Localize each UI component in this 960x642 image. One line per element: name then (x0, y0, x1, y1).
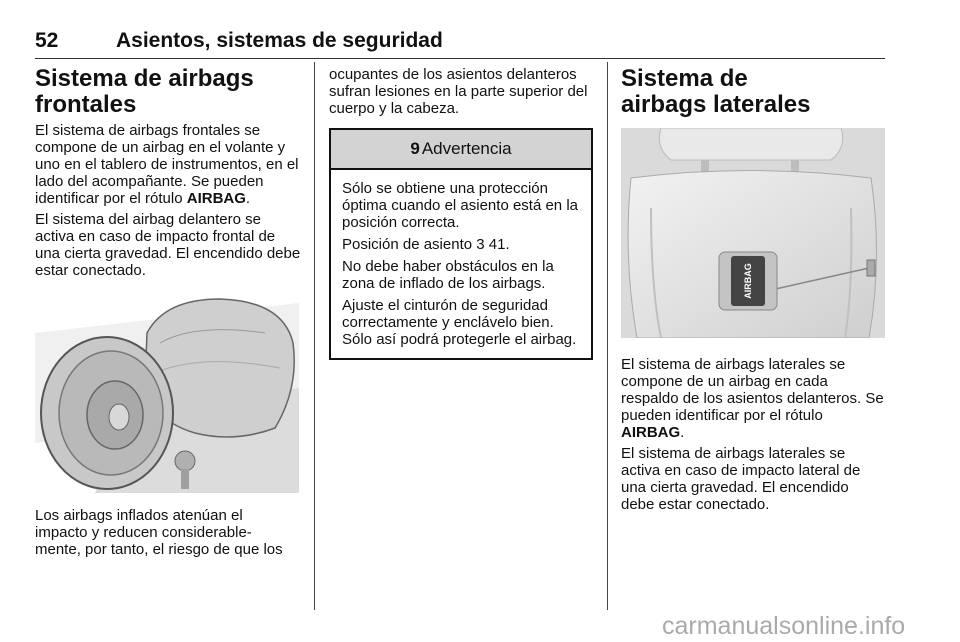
page-ref-icon: 3 (476, 236, 485, 253)
warning-p1: Sólo se obtiene una protección óptima cuando el asiento está en la posición correcta. (342, 180, 578, 231)
frontal-airbag-illustration (35, 293, 299, 493)
continued-paragraph: ocupantes de los asientos delanteros sufran lesiones en la parte superior del cuerpo y la cabeza. (329, 66, 588, 117)
column-divider-2 (607, 62, 608, 610)
page-number: 52 (35, 29, 59, 52)
warning-body (331, 170, 591, 358)
section-title: Asientos, sistemas de seguridad (116, 29, 443, 52)
side-airbags-para1 (621, 356, 885, 441)
watermark: carmanualsonline.info (662, 612, 906, 640)
warning-title: Advertencia (421, 139, 512, 158)
warning-p3: No debe haber obstáculos en la zona de inflado de los airbags. (342, 258, 554, 292)
warning-p4: Ajuste el cinturón de seguridad correctamente y enclávelo bien. Sólo así podrá protegerle el airbag. (342, 297, 577, 348)
seat-airbag-drawing (621, 128, 885, 338)
frontal-airbag-drawing (35, 293, 299, 493)
para1-end: . (245, 190, 251, 207)
warning-box (329, 128, 593, 360)
warning-p2 (342, 236, 580, 253)
column-middle (329, 66, 593, 360)
warning-header (331, 130, 591, 170)
frontal-airbags-para2: El sistema del airbag delantero se activa en caso de impacto frontal de una cierta gravedad. El encendido debe estar conectado. (35, 211, 301, 279)
column-divider-1 (314, 62, 315, 610)
side-airbags-heading: Sistema de airbags laterales (621, 65, 811, 118)
warning-p2-text: Posición de asiento (342, 236, 477, 253)
column-left (35, 66, 301, 558)
warning-p2-page: 41. (484, 236, 510, 253)
side-para1-text: El sistema de airbags laterales se compone de un airbag en cada respaldo de los asientos delanteros. Se pueden identificar por el rótulo (621, 356, 884, 424)
header-rule (35, 58, 885, 59)
para1-text: El sistema de airbags frontales se compone de un airbag en el volante y uno en el tablero de instrumentos, en el lado del acompañante. Se pueden identificar por el rótulo (35, 122, 299, 207)
frontal-airbags-para1 (35, 122, 301, 207)
frontal-airbags-heading: Sistema de airbags frontales (35, 65, 254, 118)
airbag-label-text: AIRBAG (743, 263, 753, 299)
side-airbag-illustration (621, 128, 885, 338)
side-airbag-label-bold: AIRBAG (621, 424, 681, 441)
warning-triangle-icon: 9 (410, 139, 420, 158)
side-para1-end: . (680, 424, 685, 441)
frontal-airbags-para3: Los airbags inflados atenúan el impacto y reducen considerable‑ mente, por tanto, el riesgo de que los (35, 507, 283, 558)
airbag-label-bold: AIRBAG (186, 190, 246, 207)
side-airbags-para2: El sistema de airbags laterales se activa en caso de impacto lateral de una cierta gravedad. El encendido debe estar conectado. (621, 445, 861, 513)
column-right (621, 66, 885, 513)
